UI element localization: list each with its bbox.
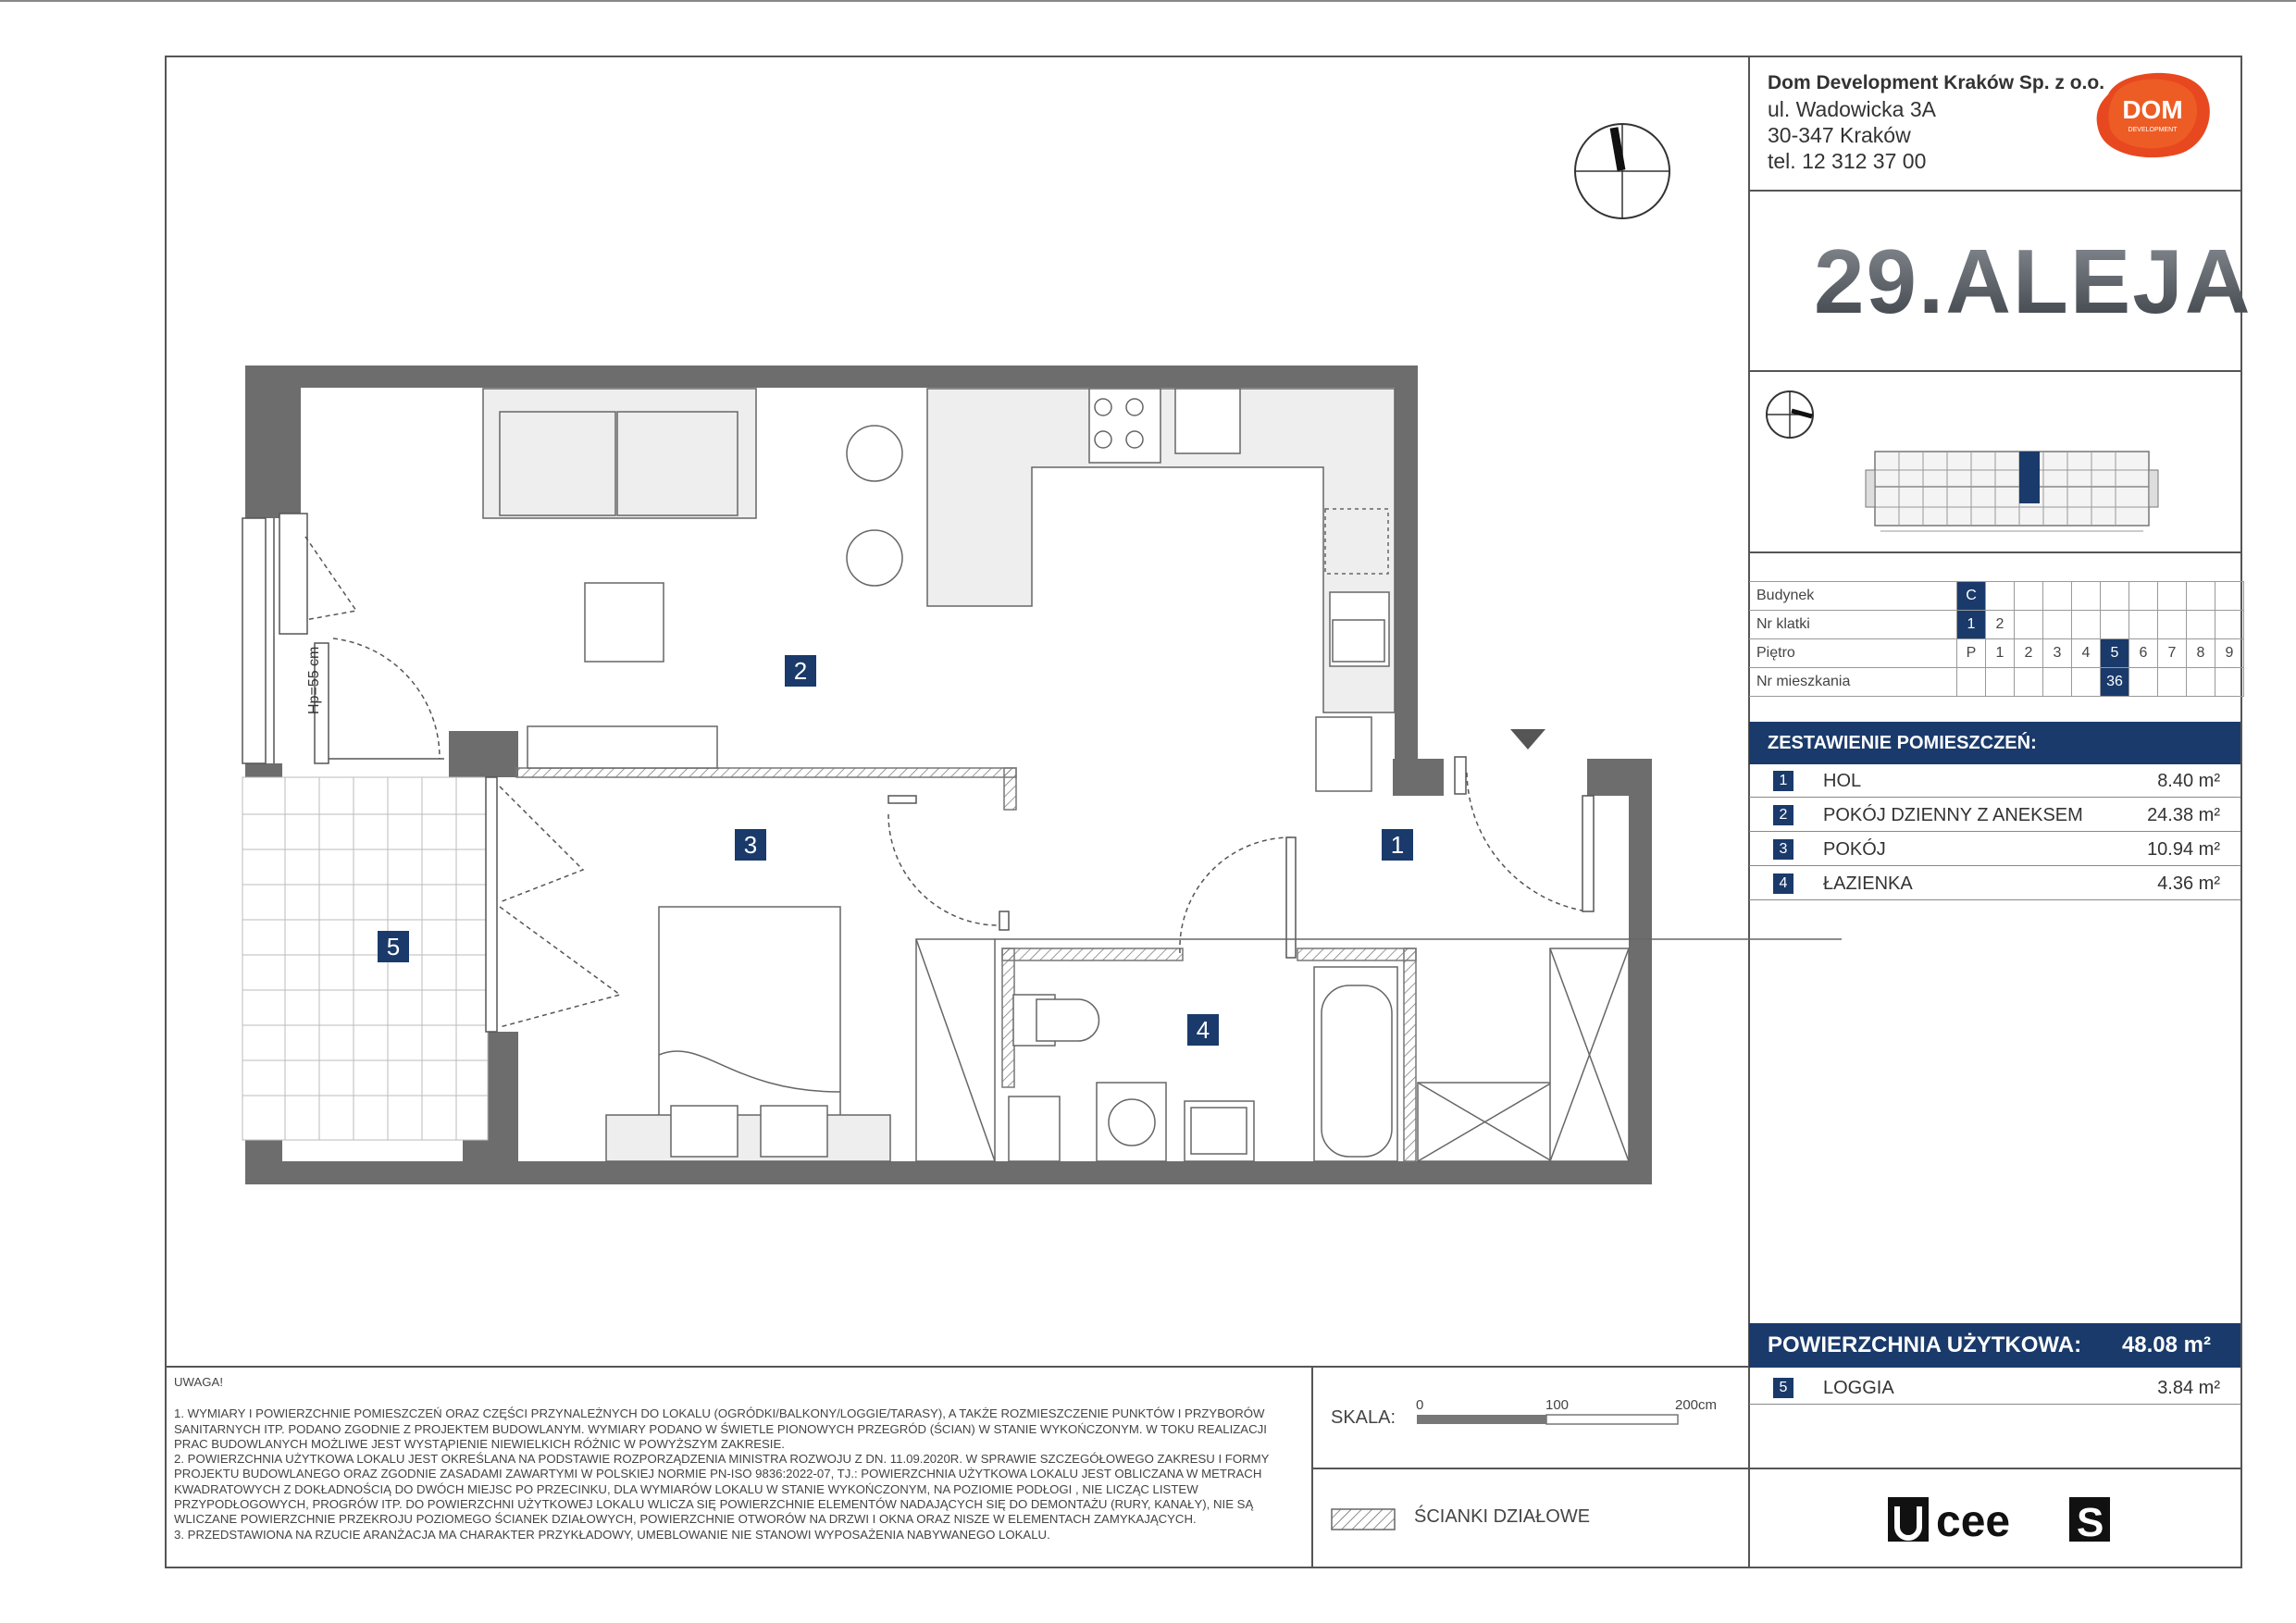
room-area: 24.38 m² — [2147, 805, 2220, 825]
locator-compass-icon — [1764, 389, 1816, 440]
room-area: 4.36 m² — [2157, 873, 2220, 894]
usable-area-label: POWIERZCHNIA UŻYTKOWA: — [1768, 1332, 2082, 1357]
key-row-label: Nr klatki — [1749, 611, 1957, 639]
locator-divider — [1748, 551, 2242, 553]
room-number: 3 — [1773, 839, 1793, 860]
svg-text:S: S — [2077, 1500, 2104, 1545]
loggia-floor — [242, 777, 488, 1140]
loggia-name: LOGGIA — [1823, 1378, 1894, 1398]
svg-text:cee: cee — [1936, 1497, 2011, 1546]
key-cell — [2072, 668, 2101, 697]
key-row — [1749, 582, 2244, 611]
key-cell — [2101, 611, 2129, 639]
note-3: 3. PRZEDSTAWIONA NA RZUCIE ARANŻACJA MA CHARAKTER PRZYKŁADOWY, UMEBLOWANIE NIE STANOWI WYPOSAŻENIA NABYWANEGO LOKALU. — [174, 1527, 1050, 1542]
company-phone: tel. 12 312 37 00 — [1768, 149, 1927, 173]
scale-bar — [1416, 1414, 1681, 1427]
key-row — [1749, 639, 2244, 668]
key-cell: 2 — [2015, 639, 2043, 668]
key-cell: 2 — [1986, 611, 2015, 639]
room-row — [1749, 833, 2240, 866]
key-cell: 4 — [2072, 639, 2101, 668]
header-divider — [1748, 190, 2242, 192]
company-info — [1768, 70, 2104, 174]
living-furniture — [483, 389, 756, 768]
key-cell — [2043, 582, 2072, 611]
company-city: 30-347 Kraków — [1768, 123, 1911, 147]
key-row-label: Nr mieszkania — [1749, 668, 1957, 697]
key-cell — [2015, 611, 2043, 639]
room-name: ŁAZIENKA — [1823, 873, 1913, 894]
key-cell — [2072, 582, 2101, 611]
key-cell: 7 — [2158, 639, 2187, 668]
key-cell — [2129, 611, 2158, 639]
key-row — [1749, 611, 2244, 639]
scale-label: SKALA: — [1331, 1407, 1396, 1428]
room-number: 1 — [1773, 771, 1793, 791]
usable-area-value: 48.08 m² — [2121, 1332, 2211, 1357]
key-cell — [2158, 582, 2187, 611]
key-cell: 1 — [1957, 611, 1986, 639]
room-badge-4: 4 — [1187, 1014, 1219, 1046]
dom-logo-line1: DOM — [2122, 95, 2183, 124]
partition-wall-legend-label: ŚCIANKI DZIAŁOWE — [1414, 1506, 1591, 1527]
hp-height-label: Hp=55 cm — [306, 646, 322, 714]
entrance-marker-icon — [1510, 729, 1545, 750]
notes-block — [174, 1375, 1294, 1542]
key-cell — [2043, 611, 2072, 639]
key-cell — [2215, 611, 2244, 639]
room-badge-1: 1 — [1382, 829, 1413, 861]
room-row — [1749, 764, 2240, 798]
key-cell — [2215, 582, 2244, 611]
dom-logo-line2: DEVELOPMENT — [2128, 127, 2178, 133]
key-cell — [1986, 668, 2015, 697]
room-badge-3: 3 — [735, 829, 766, 861]
ucees-logo — [1888, 1493, 2110, 1545]
project-logo — [1814, 228, 2253, 332]
room-row — [1749, 799, 2240, 832]
scale-tick-100: 100 — [1545, 1397, 1570, 1413]
key-cell: P — [1957, 639, 1986, 668]
rooms-header: ZESTAWIENIE POMIESZCZEŃ: — [1749, 722, 2240, 764]
key-cell — [2101, 582, 2129, 611]
notes-divider — [165, 1366, 1749, 1368]
room-name: HOL — [1823, 771, 1862, 791]
company-name: Dom Development Kraków Sp. z o.o. — [1768, 72, 2105, 93]
key-cell: 6 — [2129, 639, 2158, 668]
key-row-label: Budynek — [1749, 582, 1957, 611]
key-row — [1749, 668, 2244, 697]
key-cell — [2015, 668, 2043, 697]
partition-wall-legend-icon — [1331, 1508, 1396, 1530]
key-cell — [2215, 668, 2244, 697]
key-cell — [2158, 668, 2187, 697]
room-row — [1749, 867, 2240, 900]
key-cell — [2072, 611, 2101, 639]
key-cell: C — [1957, 582, 1986, 611]
key-cell — [2129, 668, 2158, 697]
kitchen-counter — [847, 389, 1395, 791]
dom-development-logo — [2091, 67, 2214, 159]
key-row-label: Piętro — [1749, 639, 1957, 668]
key-cell — [2187, 668, 2215, 697]
key-cell — [2158, 611, 2187, 639]
scale-tick-0: 0 — [1416, 1397, 1424, 1413]
notes-title: UWAGA! — [174, 1375, 223, 1389]
room-number: 4 — [1773, 873, 1793, 894]
company-street: ul. Wadowicka 3A — [1768, 97, 1936, 121]
note-1: 1. WYMIARY I POWIERZCHNIE POMIESZCZEŃ ORAZ CZĘŚCI PRZYNALEŻNYCH DO LOKALU (OGRÓDKI/BALKONY/LOGGIE/TARASY), A TAKŻE ROZMIESZCZENIE PUNKTÓW I PRZYBORÓW SANITARNYCH ITP. PODANO ZGODNIE Z PROJEKTEM BUDOWLANYM. WYMIARY PODANO W ŚWIETLE PIONOWYCH PRZEGRÓD (ŚCIAN) W STANIE WYKOŃCZONYM. W TOKU REALIZACJI PRAC BUDOWLANYCH MOŻLIWE JEST WYSTĄPIENIE NIEWIELKICH RÓŻNIC W POWYŻSZYM ZAKRESIE. — [174, 1406, 1267, 1451]
logo-divider — [1748, 370, 2242, 372]
key-cell — [2187, 611, 2215, 639]
key-cell: 5 — [2101, 639, 2129, 668]
apartment-key-table — [1749, 581, 2244, 697]
key-cell — [1986, 582, 2015, 611]
room-badge-2: 2 — [785, 655, 816, 687]
room-number: 2 — [1773, 805, 1793, 825]
room-name: POKÓJ — [1823, 839, 1886, 860]
key-cell — [2015, 582, 2043, 611]
building-locator-plan — [1862, 442, 2158, 542]
key-cell — [2129, 582, 2158, 611]
loggia-row — [1749, 1371, 2240, 1405]
room-area: 10.94 m² — [2147, 839, 2220, 860]
room-area: 8.40 m² — [2157, 771, 2220, 791]
key-cell — [2043, 668, 2072, 697]
room-name: POKÓJ DZIENNY Z ANEKSEM — [1823, 805, 2083, 825]
key-cell: 1 — [1986, 639, 2015, 668]
legend-divider — [1311, 1468, 2242, 1469]
key-cell: 36 — [2101, 668, 2129, 697]
key-cell: 9 — [2215, 639, 2244, 668]
loggia-number: 5 — [1773, 1378, 1793, 1398]
usable-area-bar — [1749, 1323, 2240, 1368]
loggia-area: 3.84 m² — [2157, 1378, 2220, 1398]
bathroom-fixtures — [1009, 948, 1629, 1161]
project-logo-text: 29.ALEJA — [1814, 230, 2253, 332]
note-2: 2. POWIERZCHNIA UŻYTKOWA LOKALU JEST OKREŚLANA NA PODSTAWIE ROZPORZĄDZENIA MINISTRA ROZWOJU Z DN. 11.09.2020R. W SPRAWIE SZCZEGÓŁOWEGO ZAKRESU I FORMY PROJEKTU BUDOWLANEGO ORAZ ZGODNIE ZASADAMI ZAWARTYMI W POLSKIEJ NORMIE PN-ISO 9836:2022-07, TJ.: POWIERZCHNIA UŻYTKOWA LOKALU JEST OBLICZANA W METRACH KWADRATOWYCH Z DOKŁADNOŚCIĄ DO DWÓCH MIEJSC PO PRZECINKU, DLA WYMIARÓW LOKALU W STANIE WYKOŃCZONYM, NA POZIOMIE PODŁOGI , NIE LICZĄC LISTEW PRZYPODŁOGOWYCH, PROGRÓW ITP. DO POWIERZCHNI UŻYTKOWEJ LOKALU WLICZA SIĘ POWIERZCHNIE ELEMENTÓW NADAJĄCYCH SIĘ DO DEMONTAŻU (RURY, KANAŁY), NIE SĄ WLICZANE POWIERZCHNIE PRZEKROJU POZIOMEGO ŚCIANEK DZIAŁOWYCH, POWIERZCHNIE OTWORÓW NA DRZWI I OKNA ORAZ NISZE W ELEMENTACH ZAMYKAJĄCYCH. — [174, 1452, 1270, 1527]
key-cell: 8 — [2187, 639, 2215, 668]
scale-tick-200: 200cm — [1675, 1397, 1718, 1413]
room-badge-5: 5 — [378, 931, 409, 962]
key-cell — [1957, 668, 1986, 697]
key-cell: 3 — [2043, 639, 2072, 668]
key-cell — [2187, 582, 2215, 611]
